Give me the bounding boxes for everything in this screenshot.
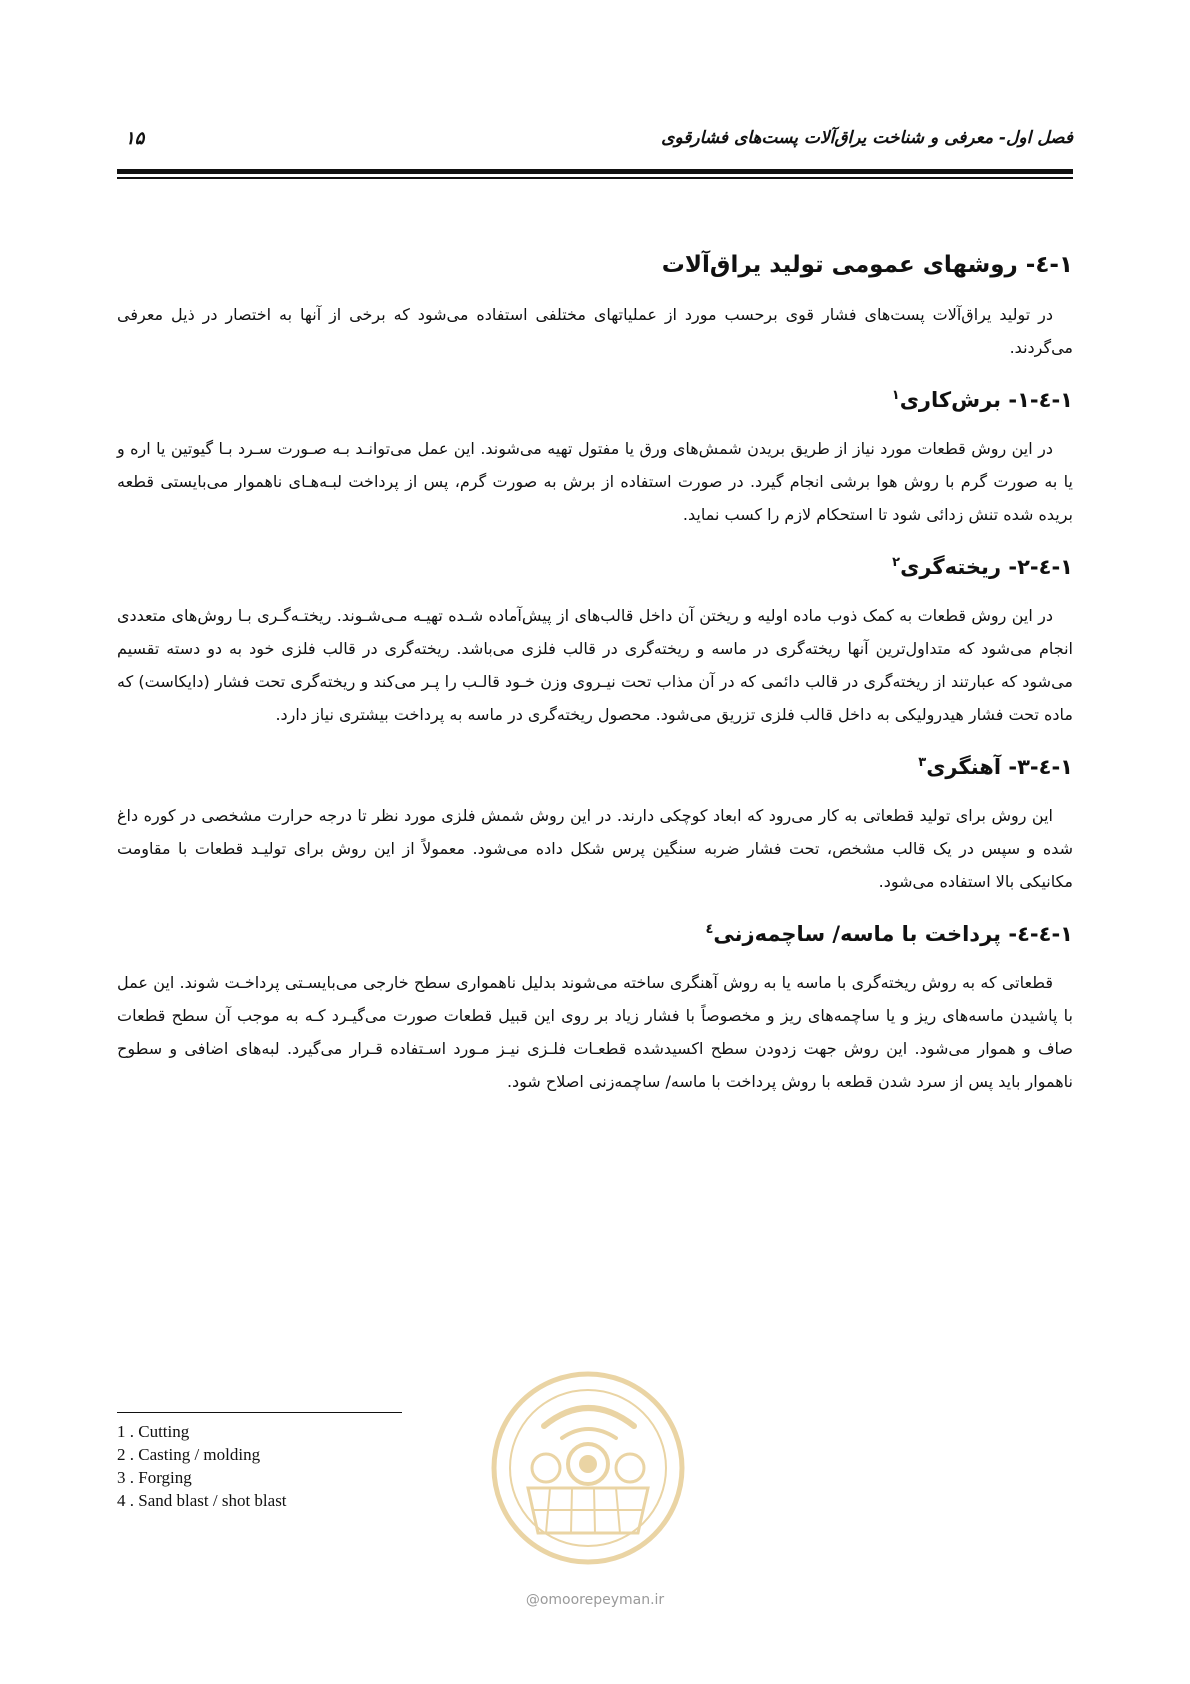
section-intro: در تولید یراق‌آلات پست‌های فشار قوی برحسب مورد از عملیاتهای مختلفی استفاده می‌شود که برخی از آنها به اختصار در ذیل معرفی می‌گردند. (117, 305, 1073, 357)
subsection-title: آهنگری (926, 755, 1009, 779)
watermark-url: @omoorepeyman.ir (525, 1592, 665, 1608)
watermark-logo (488, 1368, 688, 1568)
footnote-item: 2 . Casting / molding (117, 1445, 261, 1464)
subsection-number: ۱-٤-۱- (1008, 388, 1073, 412)
subsection-body: قطعاتی که به روش ریخته‌گری با ماسه یا به روش آهنگری ساخته می‌شوند بدلیل ناهمواری سطح خارجی می‌بایسـتی پرداخـت شوند. این عمل با پاشیدن ماسه‌های ریز و یا ساچمه‌های ریز و مخصوصاً با فشار زیاد بر روی این قبیل قطعات صورت می‌گیـرد کـه به موجب آن سطح قطعات صاف و هموار می‌شود. این روش جهت زدودن سطح اکسیدشده قطعـات فلـزی نیـز مـورد اسـتفاده قـرار می‌گیرد. لبه‌های اضافی و سطوح ناهموار باید پس از سرد شدن قطعه با روش پرداخت با ماسه/ ساچمه‌زنی اصلاح شود. (117, 973, 1073, 1091)
subsection-body: این روش برای تولید قطعاتی به کار می‌رود که ابعاد کوچکی دارند. در این روش شمش فلزی مورد نظر تا درجه حرارت مشخصی در کوره داغ شده و سپس در یک قالب مشخص، تحت فشار ضربه سنگین پرس شکل داده می‌شود. معمولاً از این روش برای تولیـد قطعات با مقاومت مکانیکی بالا استفاده می‌شود. (117, 806, 1073, 891)
footnote-item: 1 . Cutting (117, 1422, 190, 1441)
footnote-divider (117, 1412, 402, 1413)
footnote-item: 4 . Sand blast / shot blast (117, 1491, 287, 1510)
subsection-title: برش‌کاری (899, 388, 1009, 412)
chapter-title: فصل اول- معرفی و شناخت یراق‌آلات پست‌های فشارقوی (661, 128, 1073, 148)
subsection-number: ۱-٤-٤- (1008, 922, 1073, 946)
footnote-marker: ٤ (705, 922, 714, 937)
header-rule-thick (117, 169, 1073, 174)
footnote-marker: ۲ (892, 555, 901, 570)
footnote-marker: ۳ (918, 755, 927, 770)
running-header (117, 128, 1073, 156)
subsection-number: ۱-٤-۳- (1008, 755, 1073, 779)
subsection-title: پرداخت با ماسه/ ساچمه‌زنی (713, 922, 1009, 946)
header-rule-thin (117, 177, 1073, 179)
subsection-body: در این روش قطعات به کمک ذوب ماده اولیه و ریختن آن داخل قالب‌های از پیش‌آماده شـده تهیـه مـی‌شـوند. ریختـه‌گـری بـا روش‌های متعددی انجام می‌شود که متداول‌ترین آنها ریخته‌گری در ماسه و ریخته‌گری در قالب فلزی می‌باشد. ریخته‌گری در قالب فلزی خود به دو دسته تقسیم می‌شود که عبارتند از ریخته‌گری در قالب دائمی که در آن مذاب تحت نیـروی وزن خـود قالـب را پـر می‌کند و ریخته‌گری تحت فشار (دایکاست) که ماده تحت فشار هیدرولیکی به داخل قالب فلزی تزریق می‌شود. محصول ریخته‌گری در ماسه به پرداخت بیشتری نیاز دارد. (117, 606, 1073, 724)
footnote-item: 3 . Forging (117, 1468, 192, 1487)
main-content (117, 248, 1073, 1098)
subsection-heading (117, 551, 1073, 583)
subsection-number: ۱-٤-۲- (1008, 555, 1073, 579)
footnote-marker: ۱ (891, 388, 900, 403)
page-number: ۱۵ (125, 128, 145, 149)
subsection-heading (117, 384, 1073, 416)
subsection-heading (117, 918, 1073, 950)
subsection-body: در این روش قطعات مورد نیاز از طریق بریدن شمش‌های ورق یا مفتول تهیه می‌شوند. این عمل می‌توانـد بـه صـورت سـرد بـا گیوتین یا اره و یا به صورت گرم با روش هوا برشی انجام گیرد. در صورت استفاده از برش به صورت گرم، پس از پرداخت لبـه‌هـای ناهموار می‌بایستی قطعه بریده شده تنش زدائی شود تا استحکام لازم را کسب نماید. (117, 439, 1073, 524)
subsection-heading (117, 751, 1073, 783)
section-heading: ۱-٤- روشهای عمومی تولید یراق‌آلات (661, 252, 1073, 278)
footnotes (117, 1420, 287, 1512)
subsection-title: ریخته‌گری (900, 555, 1009, 579)
